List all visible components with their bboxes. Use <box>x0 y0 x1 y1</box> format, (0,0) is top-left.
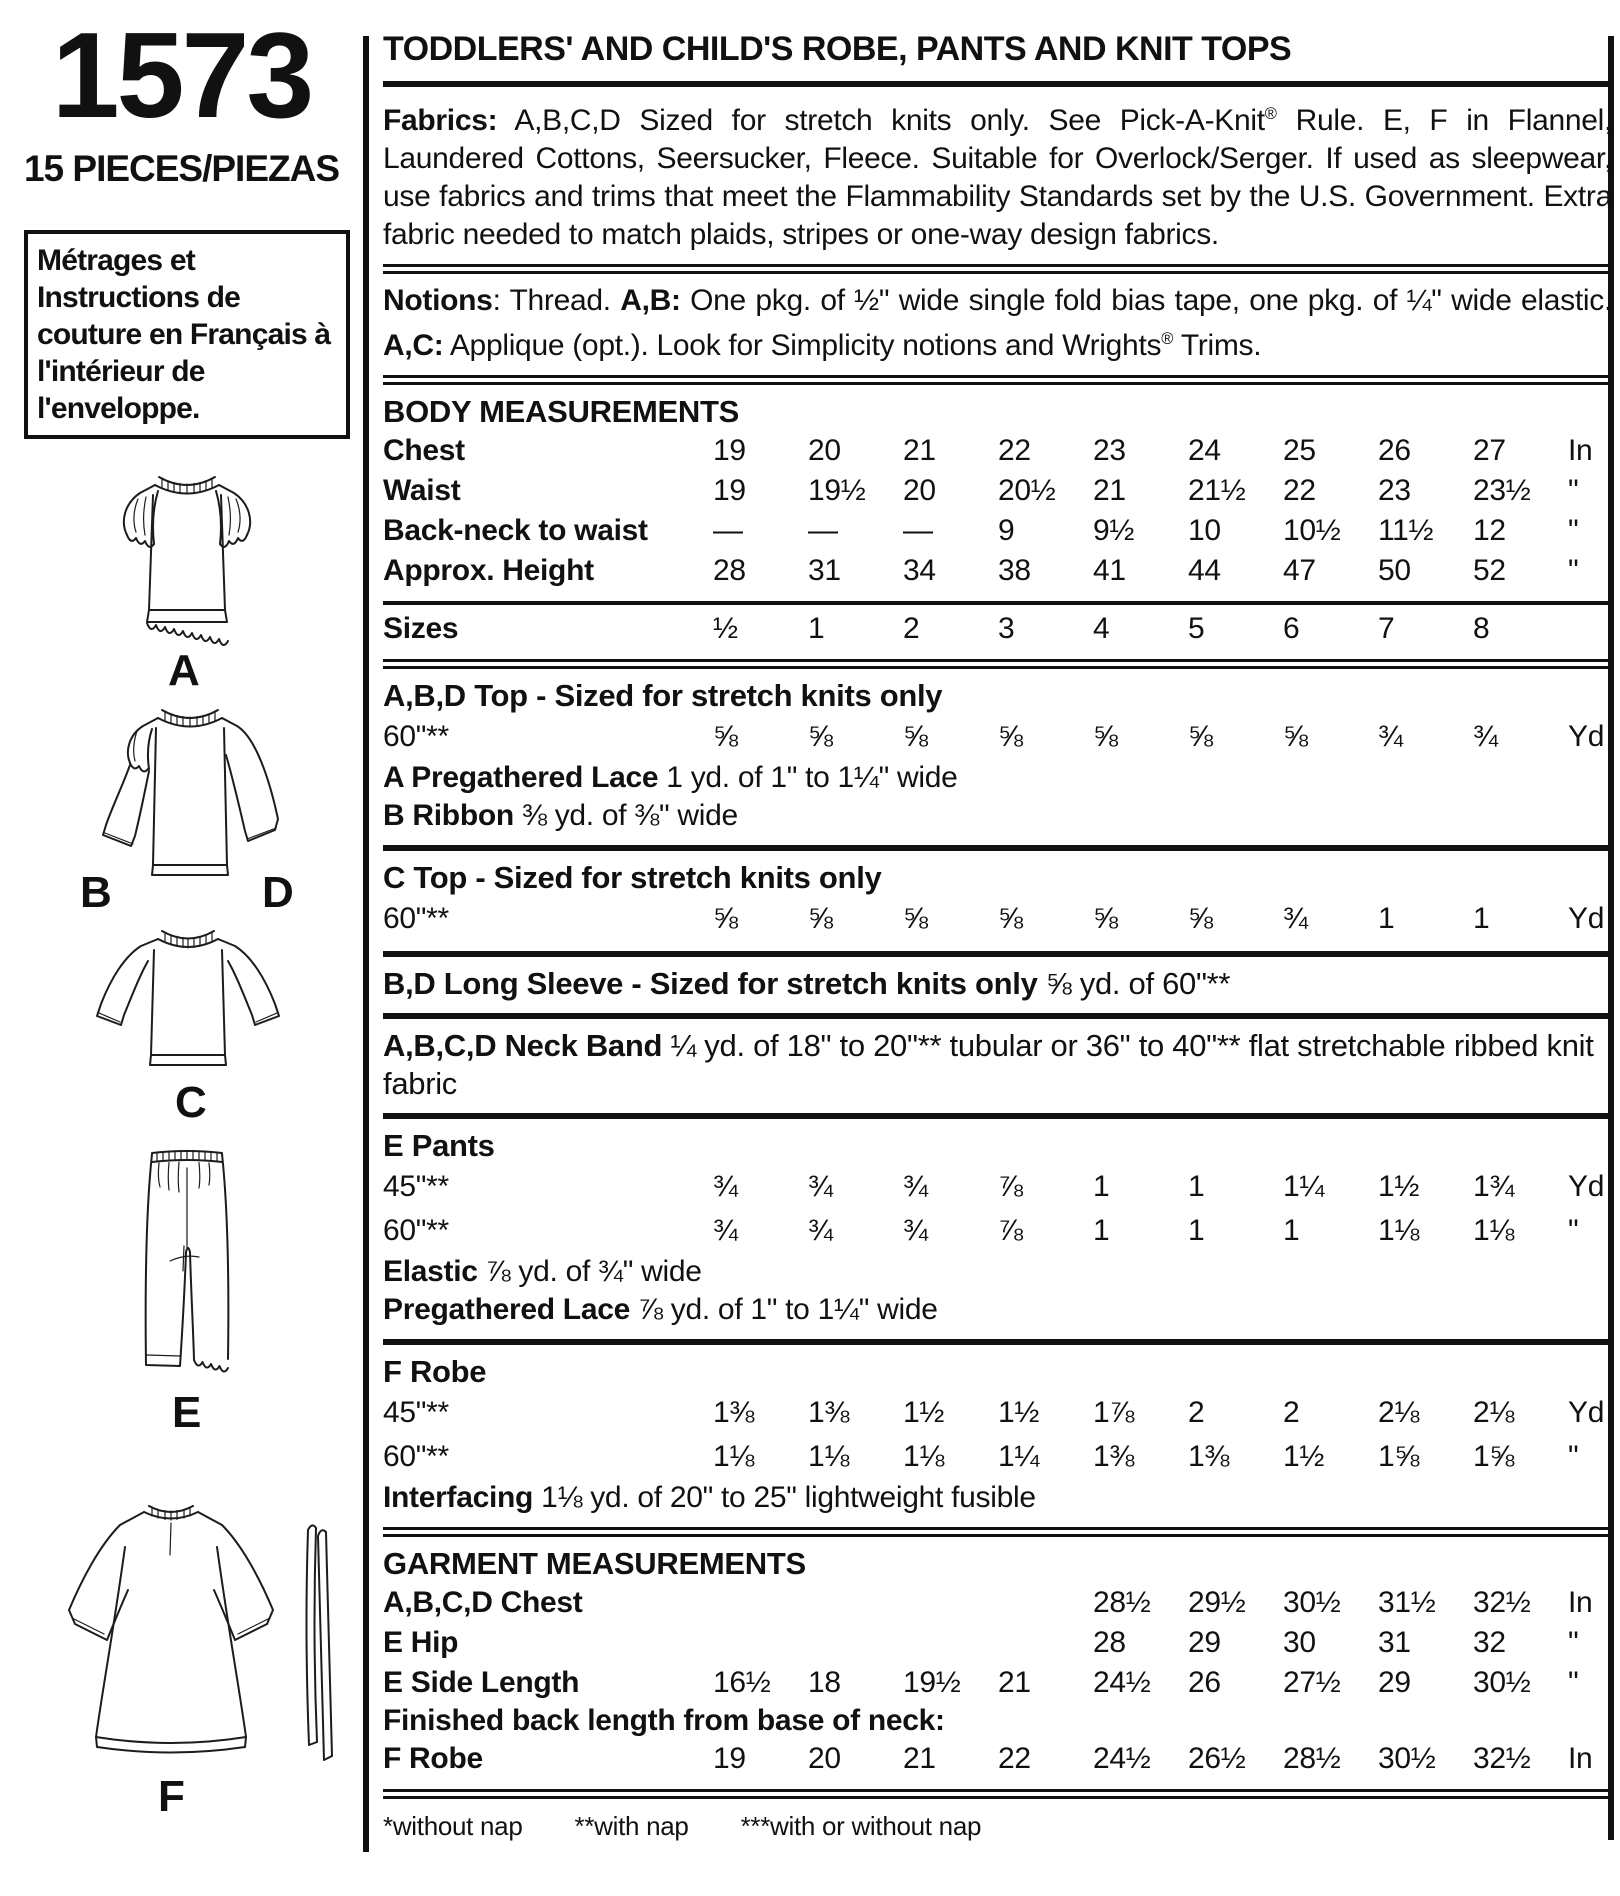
table-cell: 25 <box>1283 434 1316 467</box>
table-cell: 1 <box>1093 1170 1110 1203</box>
french-note-box: Métrages et Instructions de couture en Français à l'intérieur de l'enveloppe. <box>24 230 350 439</box>
table-cell: 1⅛ <box>1473 1214 1515 1247</box>
left-column <box>0 0 363 1896</box>
table-cell: 10½ <box>1283 514 1341 547</box>
table-cell: 28 <box>713 554 746 587</box>
table-cell: — <box>713 514 743 547</box>
yardage-row <box>383 1391 1612 1435</box>
table-cell: ⅝ <box>903 902 928 935</box>
table-cell: ¾ <box>808 1214 833 1247</box>
table-cell: ¾ <box>1378 720 1403 753</box>
notions-text-4: Trims. <box>1173 329 1262 362</box>
table-cell: 31 <box>1378 1626 1411 1659</box>
table-cell: 30½ <box>1473 1666 1531 1699</box>
garment-c-label: C <box>175 1078 207 1127</box>
table-cell: 34 <box>903 554 936 587</box>
row-label: 60"** <box>383 720 449 753</box>
row-label: 45"** <box>383 1170 449 1203</box>
table-cell: 24½ <box>1093 1742 1151 1775</box>
table-cell: 26½ <box>1188 1742 1246 1775</box>
table-cell: 23 <box>1093 434 1126 467</box>
registered-mark: ® <box>1161 330 1174 348</box>
table-cell: 6 <box>1283 612 1300 645</box>
table-cell: 1⅛ <box>903 1440 945 1473</box>
row-unit: In <box>1568 434 1593 467</box>
footnote-with-nap: **with nap <box>574 1811 689 1841</box>
pattern-number: 1573 <box>51 7 312 143</box>
table-cell: 2 <box>1188 1396 1205 1429</box>
table-cell: ¾ <box>903 1214 928 1247</box>
body-measurements-section <box>383 385 1612 605</box>
table-cell: 24½ <box>1093 1666 1151 1699</box>
table-row <box>383 431 1612 471</box>
table-cell: 26 <box>1378 434 1411 467</box>
table-cell: ⅝ <box>998 902 1023 935</box>
table-cell: 21 <box>903 1742 936 1775</box>
neck-band-text: ¼ yd. of 18" to 20"** tubular or 36" to 40"** flat stretchable ribbed knit fabric <box>383 1028 1594 1101</box>
row-unit: " <box>1568 514 1579 547</box>
e-pants-section <box>383 1119 1612 1345</box>
table-cell: 1½ <box>1283 1440 1325 1473</box>
table-cell: 2 <box>903 612 920 645</box>
garment-f-label: F <box>158 1772 185 1821</box>
fabrics-label: Fabrics: <box>383 104 498 137</box>
table-cell: ⅝ <box>1188 902 1213 935</box>
table-cell: ⅝ <box>713 902 738 935</box>
row-label: 60"** <box>383 1214 449 1247</box>
row-label: Sizes <box>383 612 459 645</box>
table-cell: ⅝ <box>1093 720 1118 753</box>
table-cell: 1⅜ <box>1188 1440 1230 1473</box>
interfacing-label: Interfacing <box>383 1481 534 1514</box>
garment-a-label: A <box>168 646 200 695</box>
ribbon-line <box>383 797 1612 835</box>
yardage-row <box>383 715 1612 759</box>
row-label: 60"** <box>383 1440 449 1473</box>
table-cell: 31 <box>808 554 841 587</box>
table-cell: 41 <box>1093 554 1126 587</box>
finished-back-length-note: Finished back length from base of neck: <box>383 1704 945 1737</box>
table-cell: ⅞ <box>998 1214 1023 1247</box>
table-cell: 31½ <box>1378 1586 1436 1619</box>
table-cell: 1 <box>1188 1214 1205 1247</box>
table-row <box>383 1739 1612 1779</box>
fabrics-text-2: Rule. E, F in Flannel, Laundered Cottons, Seersucker, Fleece. Suitable for Overlock/Serger. If used as sleepwear, use fabrics and trims that meet the Flammability Standards set by the U.S. Government. Extra fabric needed to match plaids, stripes or one-way design fabrics. <box>383 104 1613 251</box>
footnote-without-nap: *without nap <box>383 1811 523 1841</box>
fabrics-section <box>383 87 1612 274</box>
notions-text: : Thread. <box>492 284 621 317</box>
sizes-section <box>383 605 1612 669</box>
table-cell: 28½ <box>1093 1586 1151 1619</box>
table-cell: 22 <box>1283 474 1316 507</box>
table-cell: 30½ <box>1378 1742 1436 1775</box>
lace-text: 1 yd. of 1" to 1¼" wide <box>658 761 958 794</box>
garment-e-label: E <box>172 1388 202 1437</box>
table-cell: ⅝ <box>998 720 1023 753</box>
bd-long-sleeve-line <box>383 965 1612 1003</box>
table-row <box>383 1663 1612 1703</box>
ribbon-label: B Ribbon <box>383 799 514 832</box>
notions-label: Notions <box>383 284 493 317</box>
table-cell: 1½ <box>1378 1170 1420 1203</box>
table-cell: 20 <box>808 434 841 467</box>
table-cell: ⅝ <box>903 720 928 753</box>
row-unit: " <box>1568 1626 1579 1659</box>
sizes-row <box>383 609 1612 649</box>
table-cell: — <box>903 514 933 547</box>
table-row <box>383 1623 1612 1663</box>
table-cell: ⅝ <box>1283 720 1308 753</box>
table-cell: 8 <box>1473 612 1490 645</box>
table-cell: 1 <box>1188 1170 1205 1203</box>
notions-text-3: Applique (opt.). Look for Simplicity notions and Wrights <box>443 329 1162 362</box>
row-label: A,B,C,D Chest <box>383 1586 583 1619</box>
interfacing-line <box>383 1479 1612 1517</box>
table-cell: 1⅜ <box>713 1396 755 1429</box>
table-cell: ⅝ <box>808 902 833 935</box>
table-cell: 21 <box>998 1666 1031 1699</box>
table-cell: 5 <box>1188 612 1205 645</box>
table-cell: ¾ <box>1283 902 1308 935</box>
table-cell: ⅝ <box>1093 902 1118 935</box>
abd-top-heading: A,B,D Top - Sized for stretch knits only <box>383 678 943 713</box>
table-cell: 1½ <box>998 1396 1040 1429</box>
table-cell: 52 <box>1473 554 1506 587</box>
garment-b-label: B <box>80 868 112 917</box>
pregathered-lace-label: Pregathered Lace <box>383 1293 630 1326</box>
neck-band-section <box>383 1019 1612 1119</box>
row-label: Chest <box>383 434 465 467</box>
table-cell: ⅝ <box>808 720 833 753</box>
table-cell: 2⅛ <box>1378 1396 1420 1429</box>
table-cell: 21 <box>1093 474 1126 507</box>
table-cell: 2⅛ <box>1473 1396 1515 1429</box>
garment-a-illustration <box>112 468 262 658</box>
table-cell: 18 <box>808 1666 841 1699</box>
table-cell: 16½ <box>713 1666 771 1699</box>
row-unit: In <box>1568 1586 1593 1619</box>
garment-c-illustration <box>88 925 288 1075</box>
table-cell: 1⅝ <box>1378 1440 1420 1473</box>
pieces-count: 15 PIECES/PIEZAS <box>23 148 340 189</box>
fabrics-text: A,B,C,D Sized for stretch knits only. See Pick-A-Knit <box>497 104 1265 137</box>
garment-f-illustration <box>48 1497 293 1767</box>
right-column <box>383 30 1612 1842</box>
row-unit: " <box>1568 1666 1579 1699</box>
table-cell: 20½ <box>998 474 1056 507</box>
table-cell: 2 <box>1283 1396 1300 1429</box>
row-label: 60"** <box>383 902 449 935</box>
f-robe-heading: F Robe <box>383 1354 487 1389</box>
notions-ab-label: A,B: <box>620 284 681 317</box>
abd-top-section <box>383 669 1612 851</box>
table-cell: ½ <box>713 612 738 645</box>
table-cell: 1⅜ <box>1093 1440 1135 1473</box>
table-cell: 1½ <box>903 1396 945 1429</box>
table-cell: ⅝ <box>1188 720 1213 753</box>
table-cell: 22 <box>998 434 1031 467</box>
bd-long-sleeve-section <box>383 957 1612 1019</box>
bd-long-sleeve-label: B,D Long Sleeve - Sized for stretch knits only <box>383 966 1038 1001</box>
garment-d-label: D <box>262 868 294 917</box>
body-measurements-heading: BODY MEASUREMENTS <box>383 394 740 429</box>
table-cell: 7 <box>1378 612 1395 645</box>
table-cell: ¾ <box>903 1170 928 1203</box>
row-unit: " <box>1568 554 1579 587</box>
table-cell: 19 <box>713 1742 746 1775</box>
ribbon-text: ⅜ yd. of ⅜" wide <box>513 799 738 832</box>
table-row <box>383 471 1612 511</box>
row-unit: " <box>1568 1214 1579 1247</box>
table-cell: 27½ <box>1283 1666 1341 1699</box>
row-label: E Hip <box>383 1626 459 1659</box>
table-cell: ¾ <box>808 1170 833 1203</box>
c-top-heading: C Top - Sized for stretch knits only <box>383 860 882 895</box>
garment-measurements-section <box>383 1537 1612 1799</box>
table-row <box>383 1583 1612 1623</box>
table-cell: 9 <box>998 514 1015 547</box>
table-cell: 1⅜ <box>808 1396 850 1429</box>
footnote-with-or-without-nap: ***with or without nap <box>740 1811 982 1841</box>
table-cell: 32½ <box>1473 1742 1531 1775</box>
table-cell: 1 <box>1283 1214 1300 1247</box>
elastic-label: Elastic <box>383 1255 478 1288</box>
table-cell: 21 <box>903 434 936 467</box>
elastic-line <box>383 1253 1612 1291</box>
table-cell: ¾ <box>713 1214 738 1247</box>
row-label: F Robe <box>383 1742 483 1775</box>
table-cell: 20 <box>808 1742 841 1775</box>
table-cell: ¾ <box>713 1170 738 1203</box>
lace-line <box>383 759 1612 797</box>
table-cell: 1⅛ <box>1378 1214 1420 1247</box>
table-cell: 12 <box>1473 514 1506 547</box>
table-cell: 22 <box>998 1742 1031 1775</box>
row-unit: Yd <box>1568 902 1605 935</box>
row-label: Waist <box>383 474 461 507</box>
pregathered-lace-line <box>383 1291 1612 1329</box>
interfacing-text: 1⅛ yd. of 20" to 25" lightweight fusible <box>533 1481 1036 1514</box>
notions-section <box>383 274 1612 385</box>
table-cell: 29 <box>1378 1666 1411 1699</box>
table-cell: 32½ <box>1473 1586 1531 1619</box>
row-unit: " <box>1568 474 1579 507</box>
garment-e-illustration <box>125 1140 250 1385</box>
table-cell: 47 <box>1283 554 1316 587</box>
table-cell: 19 <box>713 434 746 467</box>
table-cell: 23 <box>1378 474 1411 507</box>
registered-mark: ® <box>1264 105 1277 123</box>
row-label: Approx. Height <box>383 554 594 587</box>
table-cell: 21½ <box>1188 474 1246 507</box>
yardage-row <box>383 1435 1612 1479</box>
table-cell: 1 <box>1378 902 1395 935</box>
table-cell: 10 <box>1188 514 1221 547</box>
table-cell: ⅝ <box>713 720 738 753</box>
row-unit: Yd <box>1568 1170 1605 1203</box>
table-cell: 38 <box>998 554 1031 587</box>
page-title: TODDLERS' AND CHILD'S ROBE, PANTS AND KNIT TOPS <box>383 30 1612 87</box>
yardage-row <box>383 897 1612 941</box>
pregathered-lace-text: ⅞ yd. of 1" to 1¼" wide <box>629 1293 938 1326</box>
table-cell: ¾ <box>1473 720 1498 753</box>
yardage-row <box>383 1209 1612 1253</box>
table-cell: 24 <box>1188 434 1221 467</box>
table-cell: 20 <box>903 474 936 507</box>
table-cell: 29½ <box>1188 1586 1246 1619</box>
row-unit: In <box>1568 1742 1593 1775</box>
table-cell: 1⅝ <box>1473 1440 1515 1473</box>
row-unit: Yd <box>1568 720 1605 753</box>
table-cell: 27 <box>1473 434 1506 467</box>
row-unit: Yd <box>1568 1396 1605 1429</box>
table-cell: 32 <box>1473 1626 1506 1659</box>
table-cell: 30 <box>1283 1626 1316 1659</box>
table-cell: 28½ <box>1283 1742 1341 1775</box>
table-cell: 3 <box>998 612 1015 645</box>
table-cell: 19½ <box>808 474 866 507</box>
nap-footnotes <box>383 1799 1612 1842</box>
table-cell: 1¼ <box>1283 1170 1325 1203</box>
belt-illustration <box>300 1520 340 1770</box>
table-cell: 9½ <box>1093 514 1135 547</box>
row-label: Back-neck to waist <box>383 514 648 547</box>
row-label: E Side Length <box>383 1666 580 1699</box>
e-pants-heading: E Pants <box>383 1128 495 1163</box>
garment-measurements-heading: GARMENT MEASUREMENTS <box>383 1546 806 1581</box>
neck-band-line <box>383 1027 1612 1103</box>
f-robe-section <box>383 1345 1612 1537</box>
table-cell: — <box>808 514 838 547</box>
neck-band-label: A,B,C,D Neck Band <box>383 1028 663 1063</box>
table-cell: 1⅛ <box>808 1440 850 1473</box>
yardage-row <box>383 1165 1612 1209</box>
notions-paragraph <box>383 282 1612 365</box>
table-cell: 28 <box>1093 1626 1126 1659</box>
fabrics-paragraph <box>383 95 1612 254</box>
table-cell: 1⅛ <box>713 1440 755 1473</box>
row-label: 45"** <box>383 1396 449 1429</box>
table-cell: 30½ <box>1283 1586 1341 1619</box>
bd-long-sleeve-text: ⅝ yd. of 60"** <box>1037 966 1231 1001</box>
table-cell: 1 <box>1093 1214 1110 1247</box>
table-cell: 1¼ <box>998 1440 1040 1473</box>
row-unit: " <box>1568 1440 1579 1473</box>
table-cell: 19 <box>713 474 746 507</box>
table-cell: 50 <box>1378 554 1411 587</box>
table-cell: 1¾ <box>1473 1170 1515 1203</box>
table-cell: 19½ <box>903 1666 961 1699</box>
table-cell: 44 <box>1188 554 1221 587</box>
table-row <box>383 511 1612 551</box>
table-cell: 1 <box>808 612 825 645</box>
lace-label: A Pregathered Lace <box>383 761 659 794</box>
table-cell: 26 <box>1188 1666 1221 1699</box>
table-cell: 29 <box>1188 1626 1221 1659</box>
notions-ac-label: A,C: <box>383 329 444 362</box>
table-cell: 23½ <box>1473 474 1531 507</box>
table-cell: 11½ <box>1378 514 1434 547</box>
table-cell: 1⅞ <box>1093 1396 1135 1429</box>
table-row <box>383 551 1612 591</box>
table-cell: 4 <box>1093 612 1110 645</box>
table-cell: ⅞ <box>998 1170 1023 1203</box>
c-top-section <box>383 851 1612 957</box>
elastic-text: ⅞ yd. of ¾" wide <box>477 1255 702 1288</box>
table-cell: 1 <box>1473 902 1490 935</box>
column-divider-rule <box>363 36 369 1852</box>
notions-text-2: One pkg. of ½" wide single fold bias tape, one pkg. of ¼" wide elastic. <box>680 284 1613 317</box>
